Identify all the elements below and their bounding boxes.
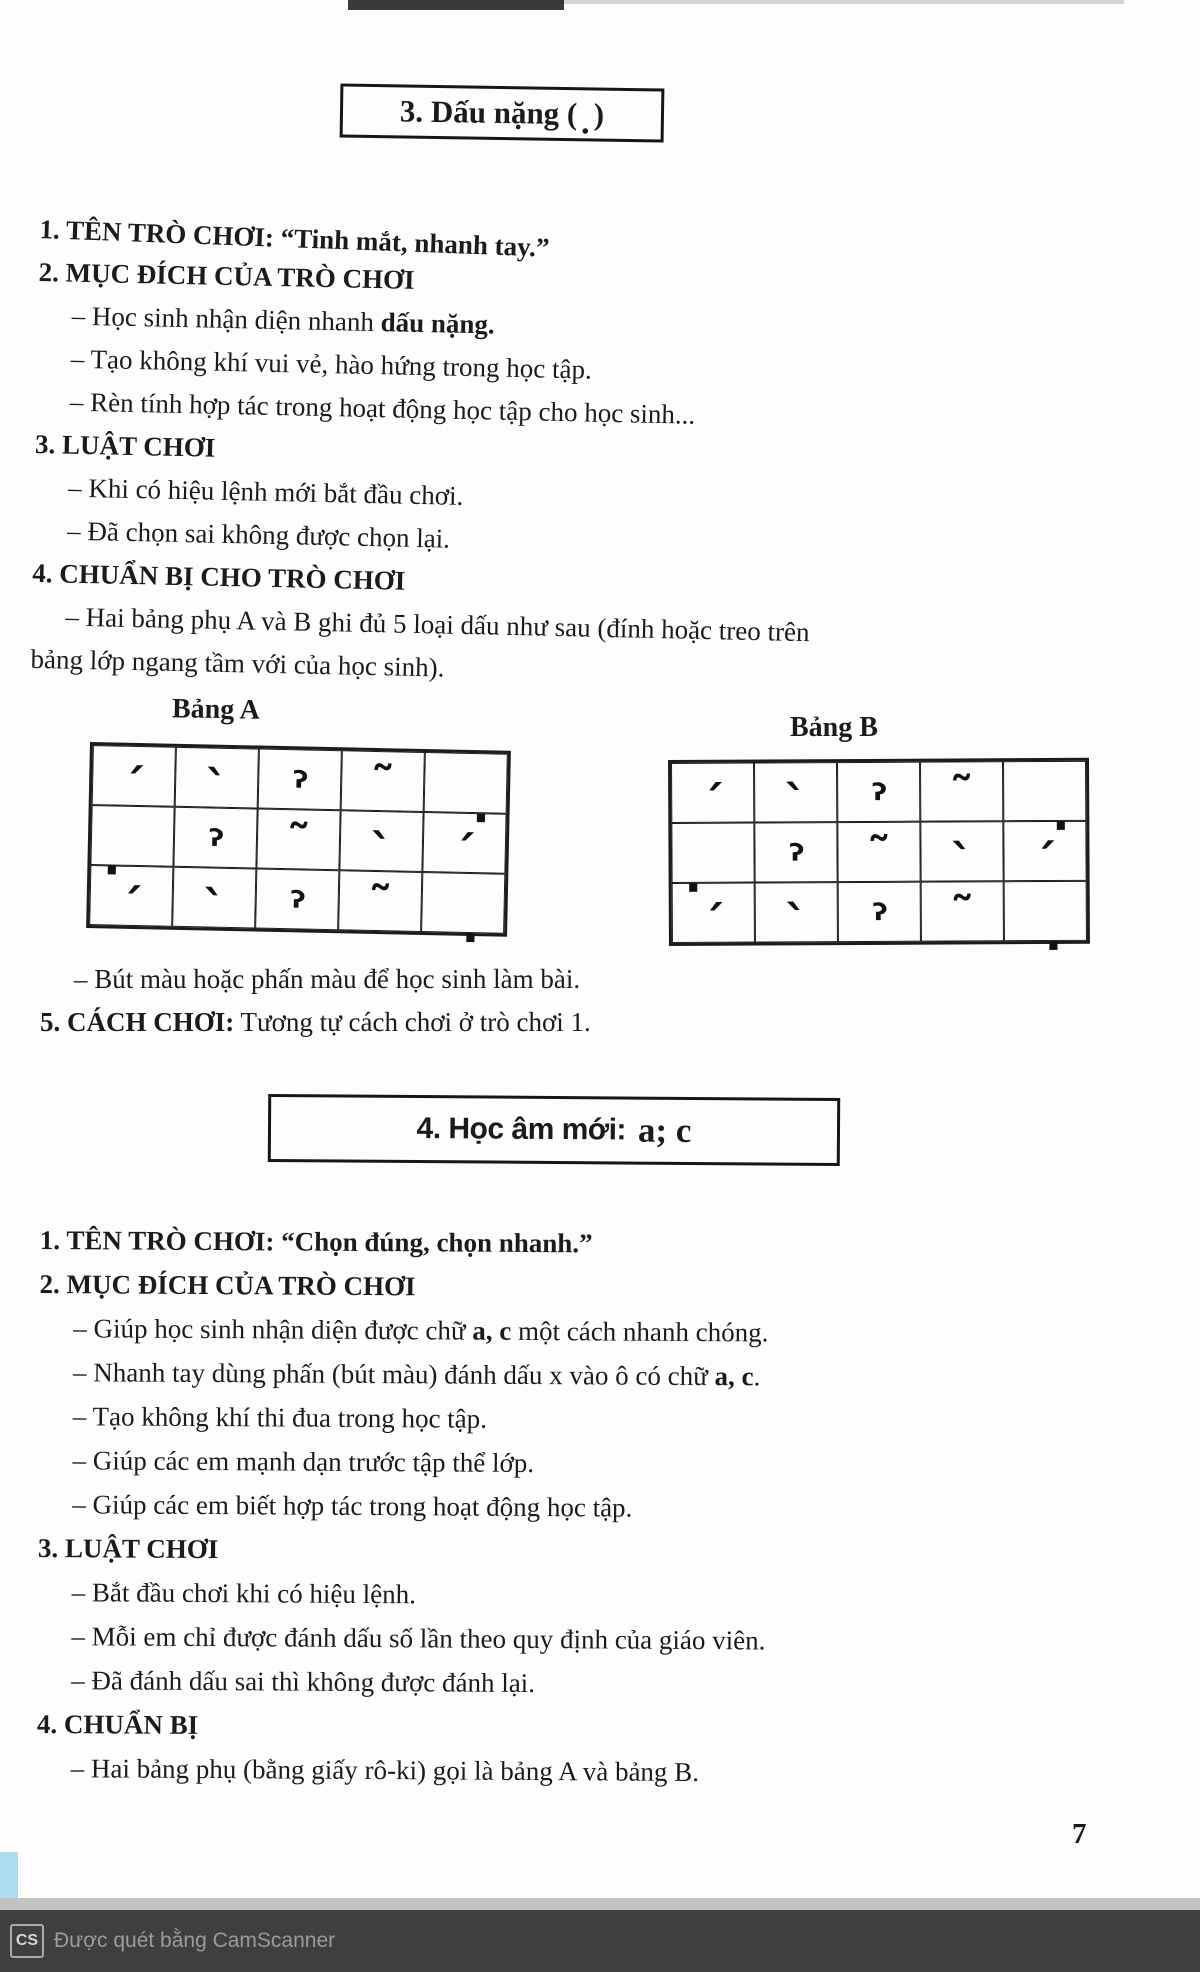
tone-mark-cell-nang: . <box>421 872 505 934</box>
section-title-letters: a; c <box>637 1110 692 1150</box>
board-b-tone-grid <box>668 758 1090 962</box>
bullet-item: – Khi có hiệu lệnh mới bắt đầu chơi. <box>67 472 464 511</box>
bullet-text: một cách nhanh chóng. <box>511 1315 769 1348</box>
bullet-item <box>39 1350 999 1400</box>
rules-heading: 3. LUẬT CHƠI <box>37 1532 219 1565</box>
game-name-value: “Chọn đúng, chọn nhanh.” <box>281 1226 593 1259</box>
scan-color-artifact <box>0 1852 18 1898</box>
bullet-item: – Bút màu hoặc phấn màu để học sinh làm bài. <box>74 964 581 994</box>
section2-body <box>37 1218 1000 1796</box>
how-to-play-heading <box>40 1001 1000 1044</box>
heading-label: 1. TÊN TRÒ CHƠI: <box>39 214 275 253</box>
tone-mark-cell-nga: ˜ <box>338 870 422 932</box>
section1-body <box>30 208 1000 701</box>
tone-mark-cell-huyen: ˋ <box>755 882 838 942</box>
section-title-box-dau-nang <box>340 83 665 142</box>
tone-mark-cell-nga: ˜ <box>256 809 340 871</box>
bullet-item: – Đã chọn sai không được chọn lại. <box>66 515 451 554</box>
tone-mark-cell-nang: . <box>671 823 754 883</box>
tone-mark-cell-nga: ˜ <box>920 761 1003 821</box>
bullet-item: – Tạo không khí thi đua trong học tập. <box>72 1401 488 1434</box>
bullet-text: – Nhanh tay dùng phấn (bút màu) đánh dấu x vào ô có chữ <box>72 1357 715 1392</box>
tone-mark-cell-nang: . <box>1003 761 1086 821</box>
tone-mark-cell-nang: . <box>424 752 508 814</box>
board-b-label: Bảng B <box>790 712 878 743</box>
tone-mark-cell-hoi: ˀ <box>837 762 920 822</box>
tone-mark-cell-hoi: ˀ <box>255 869 339 931</box>
tone-mark-cell-huyen: ˋ <box>172 867 256 929</box>
bullet-item-continuation: bảng lớp ngang tầm với của học sinh). <box>30 643 445 683</box>
tone-mark-cell-nga: ˜ <box>921 881 1004 941</box>
heading-label: 5. CÁCH CHƠI: <box>40 1007 235 1037</box>
heading-label: 1. TÊN TRÒ CHƠI: <box>39 1224 275 1257</box>
bullet-text: – Giúp học sinh nhận diện được chữ <box>73 1313 473 1346</box>
bullet-item <box>39 1306 999 1356</box>
scan-shadow-strip <box>0 1898 1200 1910</box>
bullet-item: – Hai bảng phụ (bằng giấy rô-ki) gọi là bảng A và bảng B. <box>70 1753 700 1788</box>
bullet-bold-text: dấu nặng. <box>380 307 496 340</box>
tone-mark-cell-sac: ˊ <box>92 745 176 807</box>
tone-mark-cell-huyen: ˋ <box>754 762 837 822</box>
bullet-item: – Đã đánh dấu sai thì không được đánh lại. <box>71 1665 536 1699</box>
tone-mark-cell-huyen: ˋ <box>175 747 259 809</box>
bullet-item: – Giúp các em biết hợp tác trong hoạt động học tập. <box>72 1489 633 1523</box>
section-title-text: 3. Dấu nặng ( <box>399 93 578 132</box>
game-name-value: “Tinh mắt, nhanh tay.” <box>280 222 550 263</box>
tone-mark-cell-hoi: ˀ <box>754 822 837 882</box>
camscanner-footer <box>0 1910 1200 1972</box>
purpose-heading: 2. MỤC ĐÍCH CỦA TRÒ CHƠI <box>39 1268 416 1302</box>
bullet-bold-text: a, c <box>472 1315 512 1346</box>
bullet-item: – Tạo không khí vui vẻ, hào hứng trong học tập. <box>70 343 593 385</box>
tone-mark-cell-hoi: ˀ <box>173 807 257 869</box>
preparation-heading: 4. CHUẨN BỊ <box>36 1708 199 1740</box>
rules-heading: 3. LUẬT CHƠI <box>34 428 216 463</box>
page-number: 7 <box>1072 1818 1087 1850</box>
section-title-close: ) <box>593 96 605 132</box>
scan-edge-artifact <box>348 0 564 10</box>
bullet-bold-text: a, c <box>714 1361 754 1392</box>
camscanner-footer-text: Được quét bằng CamScanner <box>54 1929 336 1952</box>
tone-mark-cell-hoi: ˀ <box>838 882 921 942</box>
scan-edge-artifact-light <box>564 0 1124 4</box>
section-title-text: 4. Học âm mới: <box>416 1112 627 1147</box>
tone-mark-cell-nga: ˜ <box>341 750 425 812</box>
camscanner-logo-icon: CS <box>10 1924 44 1958</box>
board-a-label: Bảng A <box>171 693 261 726</box>
how-to-play-text: Tương tự cách chơi ở trò chơi 1. <box>240 1007 591 1037</box>
game-name-heading <box>40 1218 1000 1268</box>
preparation-heading: 4. CHUẨN BỊ CHO TRÒ CHƠI <box>32 557 406 596</box>
tone-mark-cell-huyen: ˋ <box>920 821 1003 881</box>
bullet-item: – Bắt đầu chơi khi có hiệu lệnh. <box>71 1577 417 1610</box>
bullet-item: – Rèn tính hợp tác trong hoạt động học tập cho học sinh... <box>69 386 696 430</box>
section1-tail <box>40 958 1000 1044</box>
bullet-item-line1: – Hai bảng phụ A và B ghi đủ 5 loại dấu như sau (đính hoặc treo trên <box>65 601 810 648</box>
tone-mark-cell-nga: ˜ <box>837 822 920 882</box>
board-a-tone-grid <box>86 742 511 954</box>
tone-mark-cell-sac: ˊ <box>1003 821 1086 881</box>
tone-mark-cell-sac: ˊ <box>671 763 754 823</box>
purpose-heading: 2. MỤC ĐÍCH CỦA TRÒ CHƠI <box>38 256 415 295</box>
tone-mark-cell-sac: ˊ <box>672 883 755 943</box>
bullet-text: – Học sinh nhận diện nhanh <box>71 300 381 338</box>
bullet-item: – Mỗi em chỉ được đánh dấu số lần theo quy định của giáo viên. <box>71 1621 766 1656</box>
bullet-text: . <box>753 1361 761 1392</box>
section-title-box-hoc-am-moi <box>268 1094 840 1166</box>
tone-mark-cell-hoi: ˀ <box>258 749 342 811</box>
tone-mark-cell-sac: ˊ <box>89 865 173 927</box>
tone-mark-cell-nang: . <box>90 805 174 867</box>
tone-mark-cell-huyen: ˋ <box>339 810 423 872</box>
tone-mark-cell-nang: . <box>1004 881 1087 941</box>
tone-mark-cell-sac: ˊ <box>422 812 506 874</box>
bullet-item: – Giúp các em mạnh dạn trước tập thể lớp. <box>72 1445 535 1479</box>
